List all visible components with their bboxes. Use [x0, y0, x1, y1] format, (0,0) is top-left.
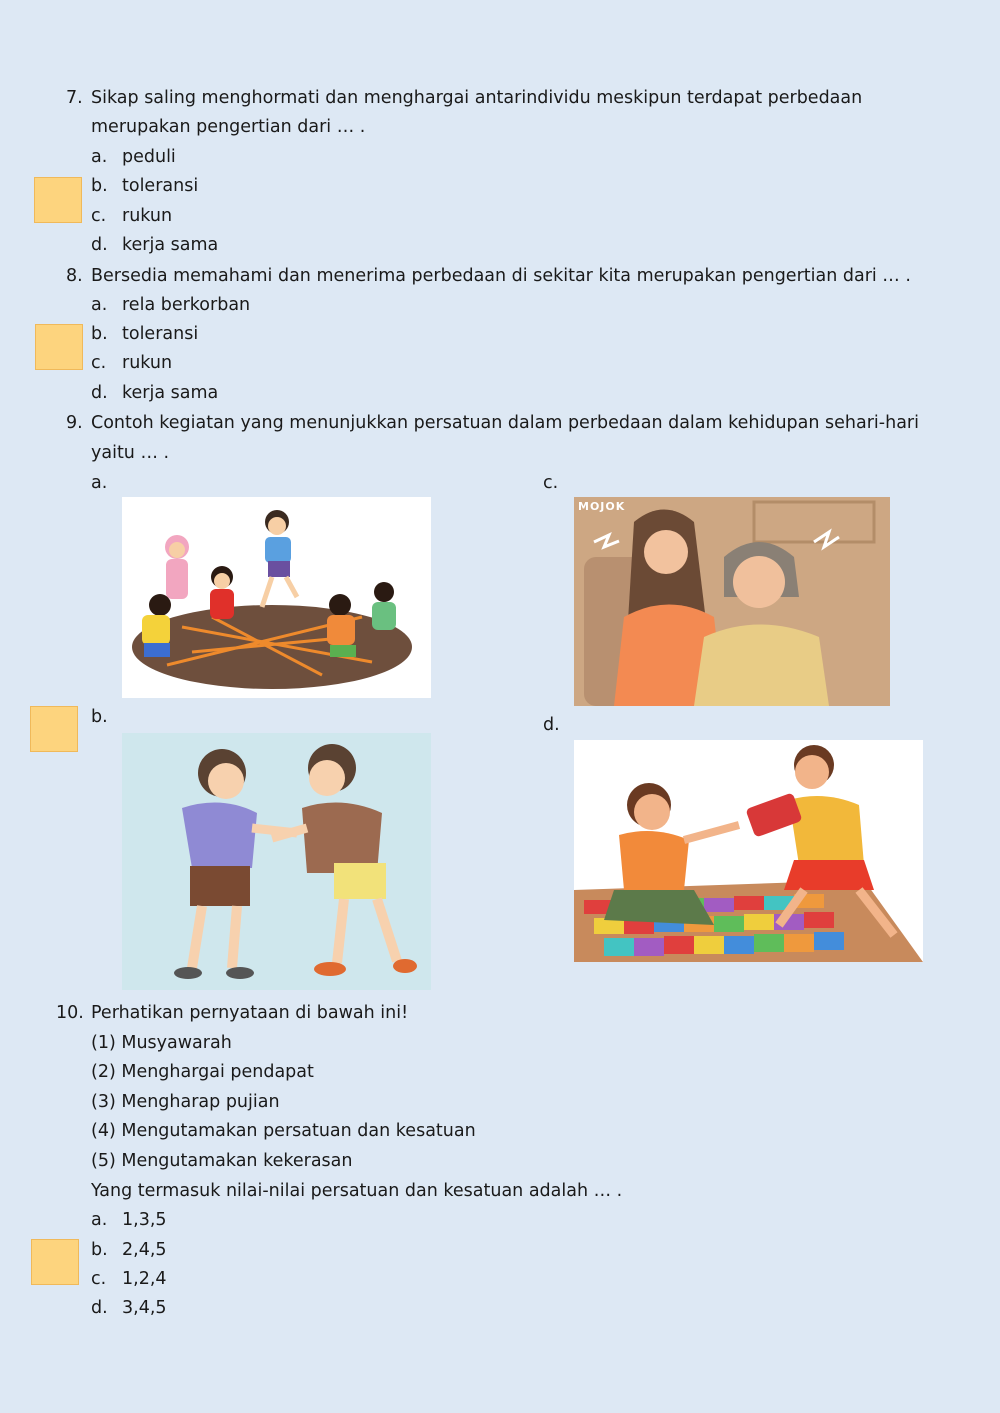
q10-statement-3: (3) Mengharap pujian: [91, 1092, 280, 1112]
q7-answer-box[interactable]: [34, 177, 82, 223]
q10-option-b-letter: b.: [91, 1240, 108, 1260]
q7-option-c-text: rukun: [122, 206, 173, 226]
q9-text-line2: yaitu … .: [91, 443, 170, 463]
q10-option-d-letter: d.: [91, 1298, 108, 1318]
q7-option-d-letter: d.: [91, 235, 108, 255]
q8-answer-box[interactable]: [35, 324, 83, 370]
q10-option-d-text: 3,4,5: [122, 1298, 167, 1318]
q9-number: 9.: [66, 413, 83, 433]
q8-option-c-letter: c.: [91, 353, 107, 373]
women-arguing-image[interactable]: [574, 497, 890, 706]
q10-text-line1: Perhatikan pernyataan di bawah ini!: [91, 1003, 409, 1023]
q10-option-c-text: 1,2,4: [122, 1269, 167, 1289]
children-playing-together-image[interactable]: [122, 497, 431, 698]
q8-option-d-text: kerja sama: [122, 383, 219, 403]
q10-option-a-letter: a.: [91, 1210, 108, 1230]
q10-option-a-text: 1,3,5: [122, 1210, 167, 1230]
q10-statement-1: (1) Musyawarah: [91, 1033, 232, 1053]
q7-text-line2: merupakan pengertian dari … .: [91, 117, 366, 137]
boys-quarrelling-over-toy-image[interactable]: [574, 740, 923, 962]
q10-number: 10.: [56, 1003, 84, 1023]
q8-option-c-text: rukun: [122, 353, 173, 373]
q10-statement-4: (4) Mengutamakan persatuan dan kesatuan: [91, 1121, 476, 1141]
boys-fighting-image[interactable]: [122, 733, 431, 990]
mojok-watermark: MOJOK: [578, 500, 626, 513]
q7-text-line1: Sikap saling menghormati dan menghargai antarindividu meskipun terdapat perbedaan: [91, 88, 863, 108]
q9-option-b-letter: b.: [91, 707, 108, 727]
q10-statement-5: (5) Mengutamakan kekerasan: [91, 1151, 353, 1171]
boys-fighting-illustration: [122, 733, 431, 990]
q7-option-c-letter: c.: [91, 206, 107, 226]
q7-number: 7.: [66, 88, 83, 108]
q7-option-d-text: kerja sama: [122, 235, 219, 255]
q7-option-b-letter: b.: [91, 176, 108, 196]
q8-option-d-letter: d.: [91, 383, 108, 403]
q7-option-b-text: toleransi: [122, 176, 199, 196]
q8-option-a-text: rela berkorban: [122, 295, 251, 315]
q10-answer-box[interactable]: [31, 1239, 79, 1285]
q9-option-a-letter: a.: [91, 473, 108, 493]
q8-number: 8.: [66, 266, 83, 286]
q10-prompt: Yang termasuk nilai-nilai persatuan dan kesatuan adalah … .: [91, 1181, 623, 1201]
q9-option-d-letter: d.: [543, 715, 560, 735]
q8-option-b-text: toleransi: [122, 324, 199, 344]
boys-quarrelling-illustration: [574, 740, 923, 962]
women-arguing-illustration: [574, 497, 890, 706]
q10-option-b-text: 2,4,5: [122, 1240, 167, 1260]
q8-option-b-letter: b.: [91, 324, 108, 344]
q7-option-a-letter: a.: [91, 147, 108, 167]
q10-statement-2: (2) Menghargai pendapat: [91, 1062, 314, 1082]
q9-answer-box[interactable]: [30, 706, 78, 752]
q9-text-line1: Contoh kegiatan yang menunjukkan persatuan dalam perbedaan dalam kehidupan sehari-hari: [91, 413, 919, 433]
children-playing-illustration: [122, 497, 431, 698]
q10-option-c-letter: c.: [91, 1269, 107, 1289]
q8-option-a-letter: a.: [91, 295, 108, 315]
q9-option-c-letter: c.: [543, 473, 559, 493]
q7-option-a-text: peduli: [122, 147, 176, 167]
q8-text-line1: Bersedia memahami dan menerima perbedaan di sekitar kita merupakan pengertian dari … .: [91, 266, 911, 286]
